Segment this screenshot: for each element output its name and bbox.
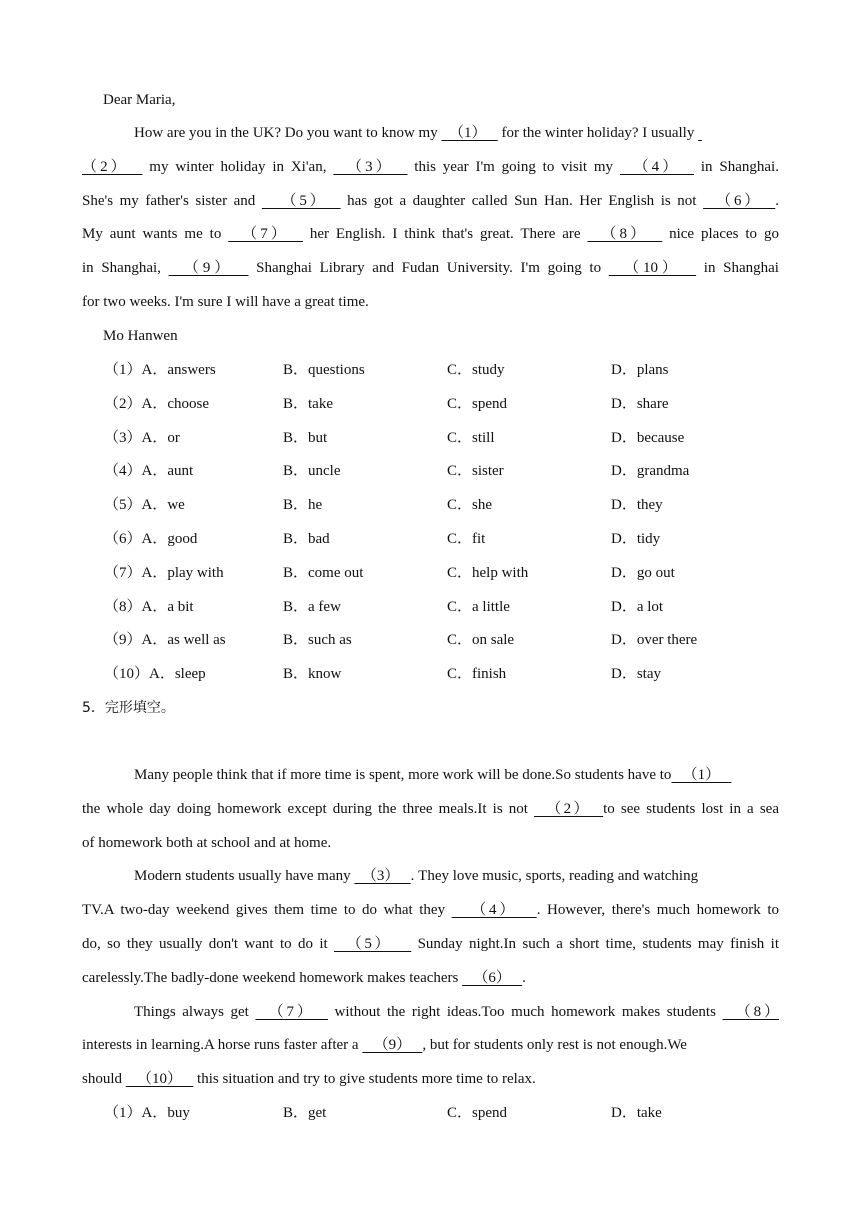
passage-text: without the right ideas.Too much homework makes students — [327, 1003, 723, 1020]
answer-blank[interactable]: （10） — [125, 1071, 194, 1088]
question-options-row — [82, 563, 779, 583]
passage-text: She's my father's sister and — [82, 192, 262, 209]
answer-blank[interactable]: （7） — [228, 226, 303, 243]
answer-blank[interactable]: （4） — [451, 902, 537, 919]
passage-text: in Shanghai. — [694, 158, 779, 175]
option-a[interactable]: （7）A．play with — [104, 564, 224, 581]
option-b[interactable]: B．bad — [283, 531, 330, 547]
passage-text: interests in learning.A horse runs faster after a — [82, 1037, 363, 1054]
question-options-row — [82, 630, 779, 650]
option-b[interactable]: B．such as — [283, 632, 352, 649]
question-options-row — [82, 529, 779, 549]
section5-line — [82, 934, 779, 954]
option-b[interactable]: B．take — [283, 395, 333, 412]
passage-text: . They love music, sports, reading and watching — [410, 868, 699, 885]
passage-text: should — [82, 1071, 126, 1088]
option-c[interactable]: C．a little — [447, 598, 510, 615]
question-options-row — [82, 495, 779, 515]
answer-blank[interactable]: （10） — [608, 260, 697, 277]
answer-blank[interactable]: （6） — [462, 969, 523, 986]
passage-text: of homework both at school and at home. — [82, 834, 332, 851]
option-a[interactable]: （6）A．good — [104, 531, 198, 547]
passage-text: for two weeks. I'm sure I will have a great time. — [82, 294, 369, 310]
passage-text: . — [522, 969, 526, 986]
passage-text: TV.A two-day weekend gives them time to do what they — [82, 902, 452, 919]
section5-line — [82, 833, 779, 853]
passage-text: the whole day doing homework except during the three meals.It is not — [82, 800, 535, 817]
section5-line — [82, 968, 779, 988]
option-a[interactable]: （4）A．aunt — [104, 463, 194, 480]
passage-text: Things always get — [134, 1003, 256, 1020]
option-c[interactable]: C．help with — [447, 564, 529, 581]
option-c[interactable]: C．finish — [447, 666, 507, 683]
passage-text: this year I'm going to visit my — [407, 158, 620, 175]
option-d[interactable]: D．because — [611, 429, 685, 446]
option-b[interactable]: B．questions — [283, 362, 365, 378]
option-b[interactable]: B．uncle — [283, 463, 341, 480]
passage-text: . However, there's much homework to — [536, 902, 779, 919]
letter-line — [82, 224, 779, 244]
question-options-row — [82, 664, 779, 684]
answer-blank[interactable]: （2） — [534, 800, 604, 817]
option-a[interactable]: （3）A．or — [104, 429, 180, 446]
passage-text: Modern students usually have many — [134, 868, 355, 885]
option-a[interactable]: （9）A．as well as — [104, 632, 226, 649]
letter-signature: Mo Hanwen — [103, 328, 178, 344]
answer-blank[interactable]: （9） — [362, 1037, 423, 1054]
option-c[interactable]: C．still — [447, 429, 495, 446]
passage-text: nice places to go — [662, 226, 779, 243]
passage-text: to see students lost in a sea — [603, 800, 779, 817]
option-d[interactable]: D．a lot — [611, 598, 664, 615]
passage-text: in Shanghai, — [82, 260, 169, 277]
option-c[interactable]: C．spend — [447, 395, 508, 412]
section5-line — [82, 1069, 779, 1089]
passage-text: do, so they usually don't want to do it — [82, 936, 335, 952]
question-options-row — [82, 428, 779, 448]
option-d[interactable]: D．plans — [611, 362, 669, 378]
question-options-row — [82, 1103, 779, 1123]
passage-text: Many people think that if more time is spent, more work will be done.So students have to — [134, 767, 672, 783]
option-c[interactable]: C．on sale — [447, 632, 515, 649]
section5-line — [134, 1002, 779, 1022]
answer-blank[interactable]: （2） — [82, 158, 143, 175]
option-b[interactable]: B．he — [283, 497, 323, 514]
passage-text: her English. I think that's great. There are — [302, 226, 588, 243]
passage-text: . — [775, 192, 779, 209]
section5-line — [134, 765, 779, 785]
option-a[interactable]: （5）A．we — [104, 497, 185, 514]
answer-blank[interactable]: （9） — [168, 260, 249, 277]
passage-text: Shanghai Library and Fudan University. I'm going to — [248, 260, 609, 277]
option-c[interactable]: C．fit — [447, 531, 486, 547]
answer-blank[interactable]: （5） — [261, 192, 341, 209]
answer-blank[interactable]: （6） — [703, 192, 776, 209]
option-d[interactable]: D．they — [611, 497, 663, 514]
option-a[interactable]: （10）A．sleep — [104, 666, 206, 683]
option-d[interactable]: D．go out — [611, 564, 675, 581]
answer-blank[interactable]: （1） — [671, 767, 732, 783]
question-options-row — [82, 597, 779, 617]
letter-line — [82, 157, 779, 177]
letter-greeting: Dear Maria, — [103, 92, 176, 108]
answer-blank[interactable]: （8） — [587, 226, 663, 243]
section5-line — [82, 900, 779, 920]
option-d[interactable]: D．over there — [611, 632, 698, 649]
option-c[interactable]: C．sister — [447, 463, 504, 480]
option-d[interactable]: D．tidy — [611, 531, 661, 547]
answer-blank[interactable] — [698, 125, 702, 141]
passage-text: carelessly.The badly-done weekend homework makes teachers — [82, 969, 463, 986]
option-b[interactable]: B．get — [283, 1105, 327, 1121]
option-c[interactable]: C．she — [447, 497, 493, 514]
option-d[interactable]: D．share — [611, 395, 669, 412]
question-options-row — [82, 461, 779, 481]
option-b[interactable]: B．a few — [283, 598, 341, 615]
section5-line — [82, 799, 779, 819]
passage-text: in Shanghai — [696, 260, 779, 277]
option-b[interactable]: B．but — [283, 429, 328, 446]
option-c[interactable]: C．spend — [447, 1105, 508, 1121]
section5-line — [134, 866, 779, 886]
passage-text: my winter holiday in Xi'an, — [142, 158, 334, 175]
passage-text: has got a daughter called Sun Han. Her English is not — [340, 192, 704, 209]
option-a[interactable]: （2）A．choose — [104, 395, 209, 412]
answer-blank[interactable]: （7） — [255, 1003, 328, 1020]
letter-line — [82, 191, 779, 211]
option-d[interactable]: D．grandma — [611, 463, 690, 480]
passage-text: How are you in the UK? Do you want to know my — [134, 125, 442, 141]
passage-text: Sunday night.In such a short time, students may finish it — [411, 936, 779, 952]
letter-line — [134, 123, 779, 143]
passage-text: this situation and try to give students more time to relax. — [193, 1071, 536, 1088]
option-b[interactable]: B．know — [283, 666, 342, 683]
option-d[interactable]: D．take — [611, 1105, 662, 1121]
answer-blank[interactable]: （1） — [441, 125, 498, 141]
letter-line — [82, 258, 779, 278]
question-options-row — [82, 360, 779, 380]
option-d[interactable]: D．stay — [611, 666, 661, 683]
option-c[interactable]: C．study — [447, 362, 505, 378]
letter-line — [82, 292, 779, 312]
option-a[interactable]: （8）A．a bit — [104, 598, 194, 615]
section-5-heading: 5．完形填空。 — [82, 700, 175, 716]
passage-text: My aunt wants me to — [82, 226, 229, 243]
answer-blank[interactable]: （3） — [354, 868, 411, 885]
option-a[interactable]: （1）A．buy — [104, 1105, 190, 1121]
passage-text: , but for students only rest is not enough.We — [422, 1037, 687, 1054]
answer-blank[interactable]: （4） — [619, 158, 695, 175]
answer-blank[interactable]: （3） — [333, 158, 408, 175]
answer-blank[interactable]: （8） — [722, 1003, 779, 1020]
section5-line — [82, 1035, 779, 1055]
option-b[interactable]: B．come out — [283, 564, 364, 581]
question-options-row — [82, 394, 779, 414]
option-a[interactable]: （1）A．answers — [104, 362, 216, 378]
passage-text: for the winter holiday? I usually — [497, 125, 699, 141]
answer-blank[interactable]: （5） — [334, 936, 412, 952]
